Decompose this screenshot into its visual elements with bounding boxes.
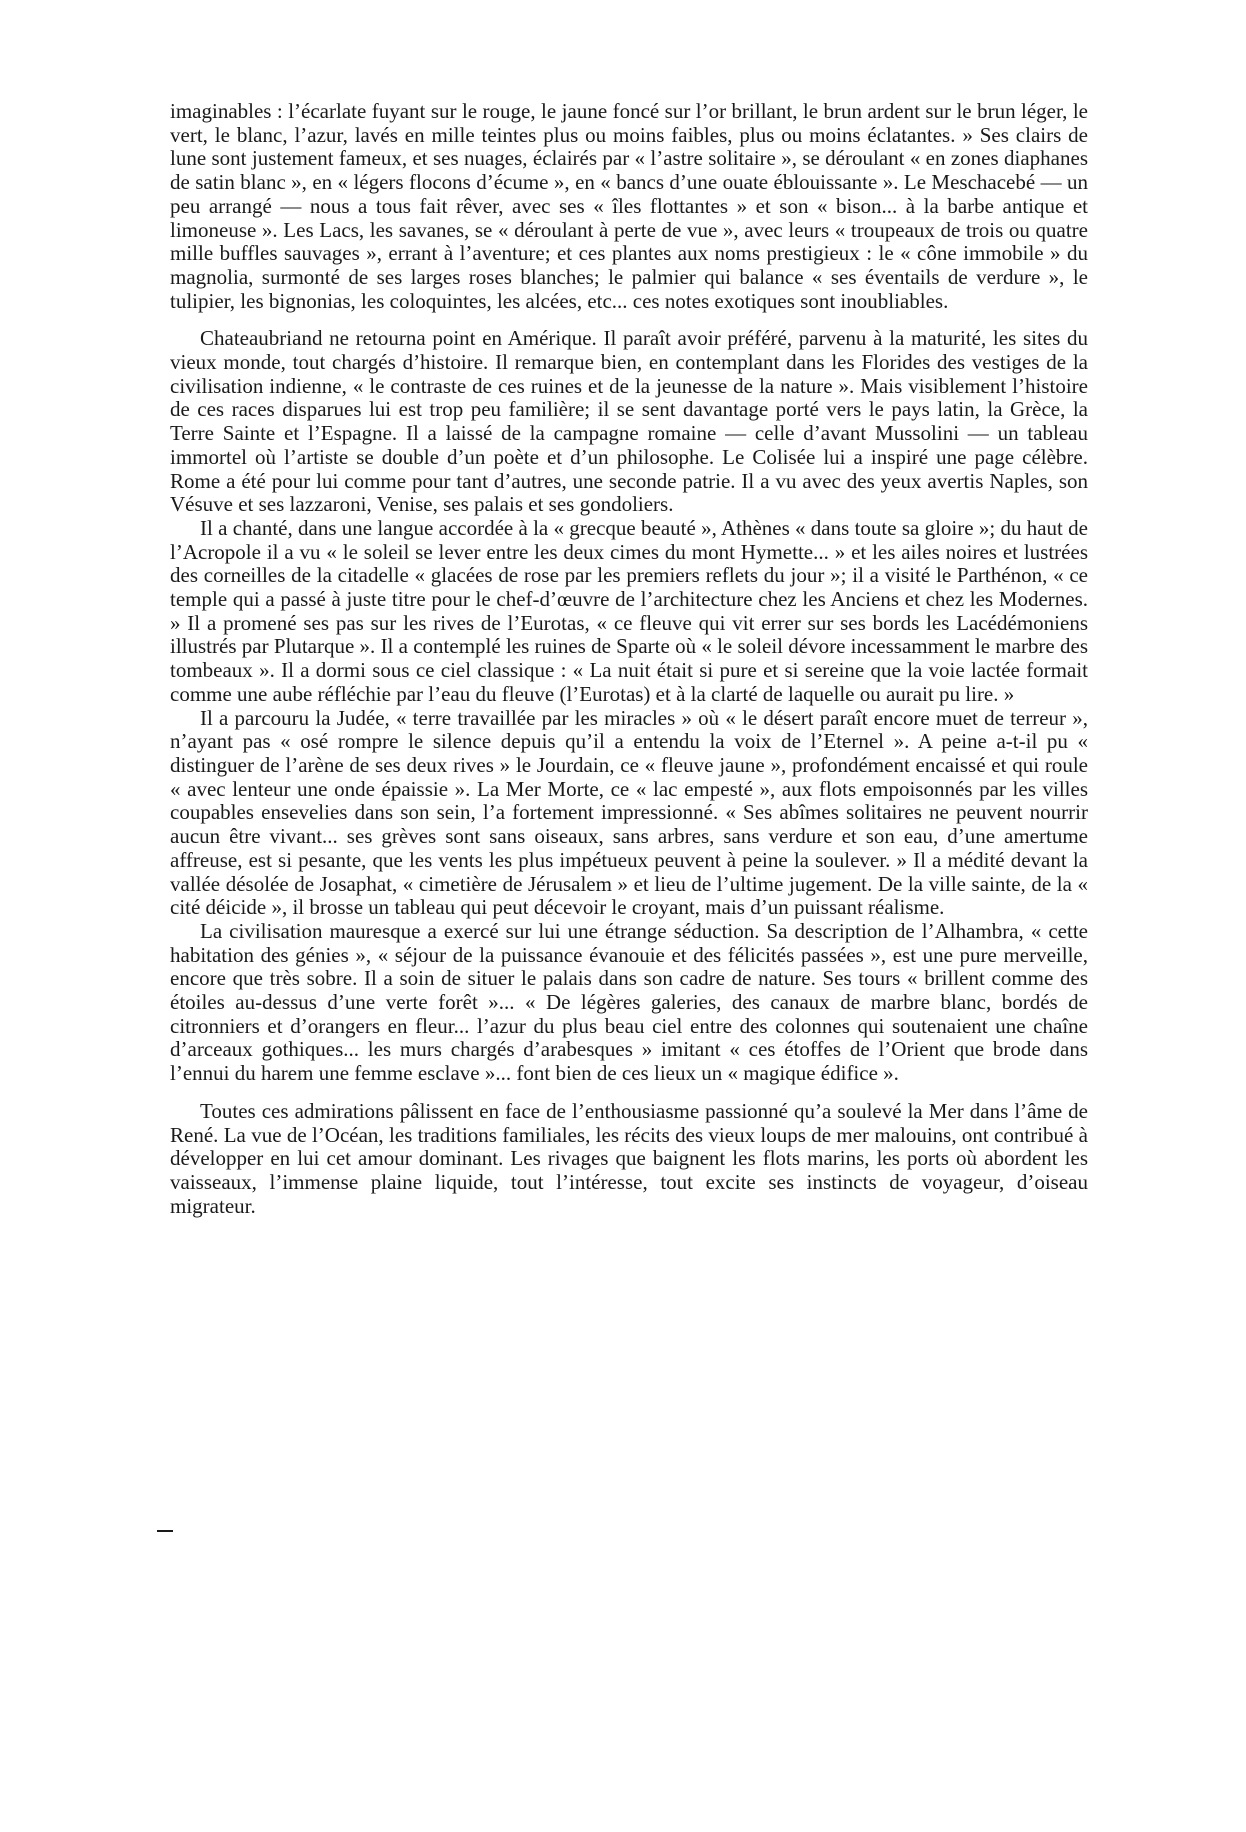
paragraph-5: La civilisation mauresque a exercé sur lui une étrange séduction. Sa description de l’Alhambra, « cette habitation des génies », « séjour de la puissance évanouie et des félicités passées », est une pure merveille, encore que très sobre. Il a soin de situer le palais dans son cadre de nature. Ses tours « brillent comme des étoiles au-dessus d’une verte forêt »... « De légères galeries, des canaux de marbre blanc, bordés de citronniers et d’orangers en fleur... l’azur du plus beau ciel entre des colonnes qui soutenaient une chaîne d’arceaux gothiques... les murs chargés d’arabesques » imitant « ces étoffes de l’Orient que brode dans l’ennui du harem une femme esclave »... font bien de ces lieux un « magique édifice ». [170,918,1088,1086]
paragraph-6: Toutes ces admirations pâlissent en face de l’enthousiasme passionné qu’a soulevé la Mer dans l’âme de René. La vue de l’Océan, les traditions familiales, les récits des vieux loups de mer malouins, ont contribué à développer en lui cet amour dominant. Les rivages que baignent les flots marins, les ports où abordent les vaisseaux, l’immense plaine liquide, tout l’intéresse, tout excite ses instincts de voyageur, d’oiseau migrateur. [170,1098,1088,1218]
paragraph-2: Chateaubriand ne retourna point en Amérique. Il paraît avoir préféré, parvenu à la maturité, les sites du vieux monde, tout chargés d’histoire. Il remarque bien, en contemplant dans les Florides des vestiges de la civilisation indienne, « le contraste de ces ruines et de la jeunesse de la nature ». Mais visiblement l’histoire de ces races disparues lui est trop peu familière; il se sent davantage porté vers le pays latin, la Grèce, la Terre Sainte et l’Espagne. Il a laissé de la campagne romaine — celle d’avant Mussolini — un tableau immortel où l’artiste se double d’un poète et d’un philosophe. Le Colisée lui a inspiré une page célèbre. Rome a été pour lui comme pour tant d’autres, une seconde patrie. Il a vu avec des yeux avertis Naples, son Vésuve et ses lazzaroni, Venise, ses palais et ses gondoliers. [170,326,1088,517]
paragraph-1: imaginables : l’écarlate fuyant sur le rouge, le jaune foncé sur l’or brillant, le brun ardent sur le brun léger, le vert, le blanc, l’azur, lavés en mille teintes plus ou moins faibles, plus ou moins éclatantes. » Ses clairs de lune sont justement fameux, et ses nuages, éclairés par « l’astre solitaire », se déroulant « en zones diaphanes de satin blanc », en « légers flocons d’écume », en « bancs d’une ouate éblouissante ». Le Meschacebé — un peu arrangé — nous a tous fait rêver, avec ses « îles flottantes » et son « bison... à la barbe antique et limoneuse ». Les Lacs, les savanes, se « déroulant à perte de vue », avec leurs « troupeaux de trois ou quatre mille buffles sauvages », errant à l’aventure; et ces plantes aux noms prestigieux : le « cône immobile » du magnolia, surmonté de ses larges roses blanches; le palmier qui balance « ses éventails de verdure », le tulipier, les bignonias, les coloquintes, les alcées, etc... ces notes exotiques sont inoubliables. [170,99,1088,313]
margin-dash-mark [157,1530,173,1532]
paragraph-4: Il a parcouru la Judée, « terre travaillée par les miracles » où « le désert paraît encore muet de terreur », n’ayant pas « osé rompre le silence depuis qu’il a entendu la voix de l’Eternel ». A peine a-t-il pu « distinguer de l’arène de ses deux rives » le Jourdain, ce « fleuve jaune », profondément encaissé et qui roule « avec lenteur une onde épaissie ». La Mer Morte, ce « lac empesté », aux flots empoisonnés par les villes coupables ensevelies dans son sein, l’a fortement impressionné. « Ses abîmes solitaires ne peuvent nourrir aucun être vivant... ses grèves sont sans oiseaux, sans arbres, sans verdure et son eau, d’une amertume affreuse, est si pesante, que les vents les plus impétueux peuvent à peine la soulever. » Il a médité devant la vallée désolée de Josaphat, « cimetière de Jérusalem » et lieu de l’ultime jugement. De la ville sainte, de la « cité déicide », il brosse un tableau qui peut décevoir le croyant, mais d’un puissant réalisme. [170,705,1088,920]
paragraph-3: Il a chanté, dans une langue accordée à la « grecque beauté », Athènes « dans toute sa gloire »; du haut de l’Acropole il a vu « le soleil se lever entre les deux cimes du mont Hymette... » et les ailes noires et lustrées des corneilles de la citadelle « glacées de rose par les premiers reflets du jour »; il a visité le Parthénon, « ce temple qui a passé à juste titre pour le chef-d’œuvre de l’architecture chez les Anciens et chez les Modernes. » Il a promené ses pas sur les rives de l’Eurotas, « ce fleuve qui vit errer sur ses bords les Lacédémoniens illustrés par Plutarque ». Il a contemplé les ruines de Sparte où « le soleil dévore incessamment le marbre des tombeaux ». Il a dormi sous ce ciel classique : « La nuit était si pure et si sereine que la voie lactée formait comme une aube réfléchie par l’eau du fleuve (l’Eurotas) et à la clarté de laquelle ou aurait pu lire. » [170,515,1088,706]
